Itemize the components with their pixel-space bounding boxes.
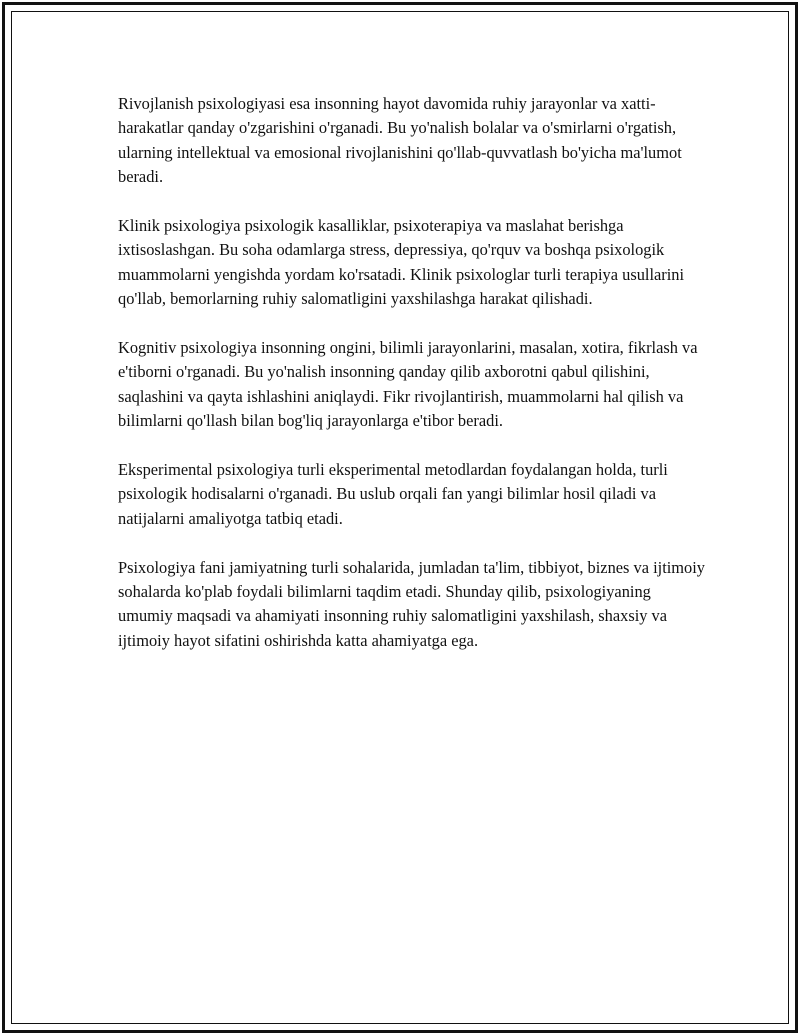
document-body bbox=[118, 92, 708, 678]
paragraph-clinical-psychology: Klinik psixologiya psixologik kasalliklar, psixoterapiya va maslahat berishga ixtisoslashgan. Bu soha odamlarga stress, depressiya, qo'rquv va boshqa psixologik muammolarni yengishda yordam ko'rsatadi. Klinik psixologlar turli terapiya usullarini qo'llab, bemorlarning ruhiy salomatligini yaxshilashga harakat qilishadi. bbox=[118, 216, 685, 309]
paragraph-developmental-psychology: Rivojlanish psixologiyasi esa insonning hayot davomida ruhiy jarayonlar va xatti-harakatlar qanday o'zgarishini o'rganadi. Bu yo'nalish bolalar va o'smirlarni o'rgatish, ularning intellektual va emosional rivojlanishini qo'llab-quvvatlash bo'yicha ma'lumot beradi. bbox=[118, 94, 682, 187]
paragraph-cognitive-psychology: Kognitiv psixologiya insonning ongini, bilimli jarayonlarini, masalan, xotira, fikrlash va e'tiborni o'rganadi. Bu yo'nalish insonning qanday qilib axborotni qabul qilishini, saqlashini va qayta ishlashini aniqlaydi. Fikr rivojlantirish, muammolarni hal qilish va bilimlarni qo'llash bilan bog'liq jarayonlarga e'tibor beradi. bbox=[118, 338, 698, 431]
paragraph-experimental-psychology: Eksperimental psixologiya turli eksperimental metodlardan foydalangan holda, turli psixologik hodisalarni o'rganadi. Bu uslub orqali fan yangi bilimlar hosil qiladi va natijalarni amaliyotga tatbiq etadi. bbox=[118, 460, 668, 528]
paragraph-conclusion: Psixologiya fani jamiyatning turli sohalarida, jumladan ta'lim, tibbiyot, biznes va ijtimoiy sohalarda ko'plab foydali bilimlarni taqdim etadi. Shunday qilib, psixologiyaning umumiy maqsadi va ahamiyati insonning ruhiy salomatligini yaxshilash, shaxsiy va ijtimoiy hayot sifatini oshirishda katta ahamiyatga ega. bbox=[118, 557, 706, 650]
